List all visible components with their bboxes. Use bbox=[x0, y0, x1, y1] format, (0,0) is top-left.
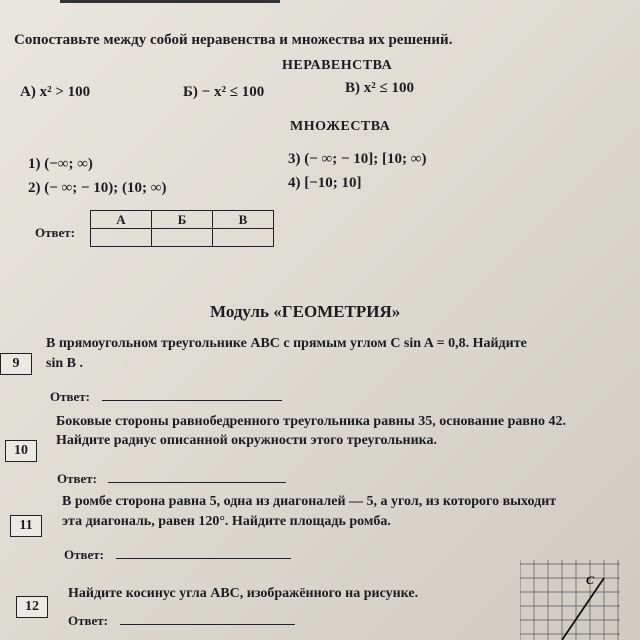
top-rule bbox=[60, 0, 280, 3]
task8-prompt: Сопоставьте между собой неравенства и множества их решений. bbox=[14, 32, 453, 48]
task10-line1: Боковые стороны равнобедренного треугольника равны 35, основание равно 42. bbox=[56, 414, 567, 429]
answer-cell-b[interactable] bbox=[152, 229, 213, 247]
task11-line2: эта диагональ, равен 120°. Найдите площадь ромба. bbox=[62, 514, 391, 529]
task10-line2: Найдите радиус описанной окружности этого треугольника. bbox=[56, 433, 438, 448]
task9-answer-label: Ответ: bbox=[50, 389, 91, 404]
task10-answer-label: Ответ: bbox=[57, 471, 98, 486]
task11-line1: В ромбе сторона равна 5, одна из диагоналей — 5, а угол, из которого выходит bbox=[62, 494, 557, 509]
inequality-a: А) x² > 100 bbox=[20, 84, 91, 100]
figure-segment bbox=[562, 578, 604, 640]
sets-header: МНОЖЕСТВА bbox=[290, 119, 391, 134]
figure-label-c: C bbox=[586, 573, 595, 587]
task12-line1: Найдите косинус угла ABC, изображённого на рисунке. bbox=[68, 586, 419, 601]
task12-figure-grid bbox=[520, 560, 620, 640]
task9-line2: sin B . bbox=[46, 356, 83, 371]
set-2: 2) (− ∞; − 10); (10; ∞) bbox=[28, 180, 167, 196]
task10-answer-line[interactable] bbox=[108, 482, 286, 483]
task9-answer-line[interactable] bbox=[102, 400, 282, 401]
set-3: 3) (− ∞; − 10]; [10; ∞) bbox=[288, 151, 427, 167]
task-number-9: 9 bbox=[0, 353, 32, 375]
answer-header-v: В bbox=[213, 211, 274, 229]
task-number-10: 10 bbox=[5, 440, 37, 462]
task-number-11: 11 bbox=[10, 515, 42, 537]
inequality-v: В) x² ≤ 100 bbox=[345, 80, 414, 96]
inequality-b: Б) − x² ≤ 100 bbox=[183, 84, 265, 100]
answer-cell-v[interactable] bbox=[213, 229, 274, 247]
set-4: 4) [−10; 10] bbox=[288, 175, 362, 191]
task8-answer-label: Ответ: bbox=[35, 225, 76, 240]
answer-header-a: А bbox=[91, 211, 152, 229]
module-title: Модуль «ГЕОМЕТРИЯ» bbox=[210, 302, 401, 321]
answer-cell-a[interactable] bbox=[91, 229, 152, 247]
task11-answer-line[interactable] bbox=[116, 558, 291, 559]
task8-answer-table bbox=[90, 210, 274, 247]
answer-header-b: Б bbox=[152, 211, 213, 229]
task11-answer-label: Ответ: bbox=[64, 547, 105, 562]
task12-answer-line[interactable] bbox=[120, 624, 295, 625]
task12-answer-label: Ответ: bbox=[68, 613, 109, 628]
task9-line1: В прямоугольном треугольнике ABC с прямым углом C sin A = 0,8. Найдите bbox=[46, 336, 527, 351]
inequalities-header: НЕРАВЕНСТВА bbox=[282, 58, 393, 73]
task-number-12: 12 bbox=[16, 596, 48, 618]
set-1: 1) (−∞; ∞) bbox=[28, 156, 93, 172]
